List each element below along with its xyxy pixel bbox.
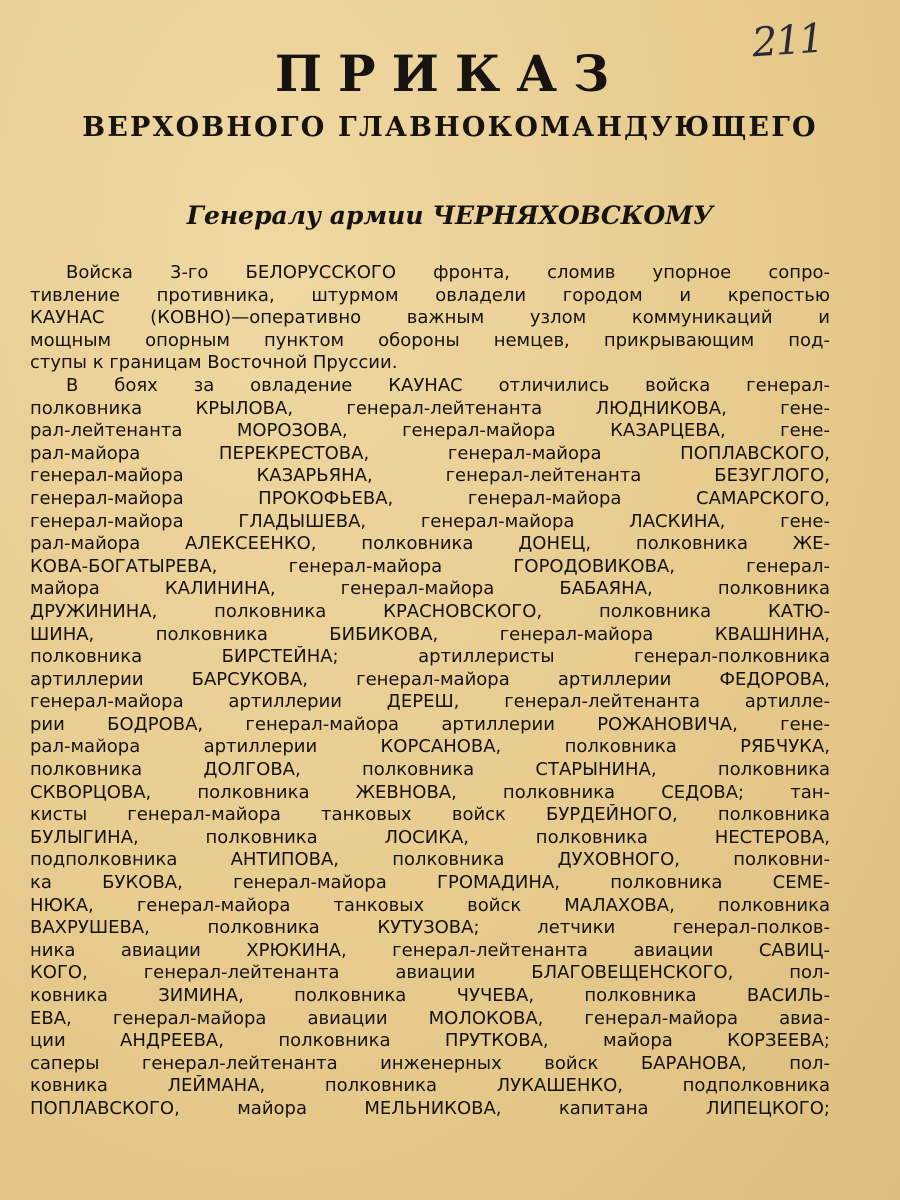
body-line: ковника ЛЕЙМАНА, полковника ЛУКАШЕНКО, подполковника [30,1075,830,1097]
body-line: мощным опорным пунктом обороны немцев, прикрывающим под- [30,329,830,351]
body-line: саперы генерал-лейтенанта инженерных войск БАРАНОВА, пол- [30,1052,830,1074]
body-line: полковника БИРСТЕЙНА; артиллеристы генерал-полковника [30,646,830,668]
body-line: ковника ЗИМИНА, полковника ЧУЧЕВА, полковника ВАСИЛЬ- [30,985,830,1006]
body-line: тивление противника, штурмом овладели городом и крепостью [30,284,830,306]
body-line: БУЛЫГИНА, полковника ЛОСИКА, полковника НЕСТЕРОВА, [30,826,830,848]
body-line: полковника ДОЛГОВА, полковника СТАРЫНИНА, полковника [30,759,830,781]
body-line: кисты генерал-майора танковых войск БУРДЕЙНОГО, полковника [30,804,830,826]
body-line: генерал-майора ПРОКОФЬЕВА, генерал-майора САМАРСКОГО, [30,487,830,509]
body-line: ПОПЛАВСКОГО, майора МЕЛЬНИКОВА, капитана ЛИПЕЦКОГО; [30,1097,830,1119]
body-line: СКВОРЦОВА, полковника ЖЕВНОВА, полковника СЕДОВА; тан- [30,781,830,803]
body-line: ДРУЖИНИНА, полковника КРАСНОВСКОГО, полковника КАТЮ- [30,600,830,622]
body-line: рал-майора артиллерии КОРСАНОВА, полковника РЯБЧУКА, [30,736,830,758]
body-line: артиллерии БАРСУКОВА, генерал-майора артиллерии ФЕДОРОВА, [30,668,830,690]
body-line: майора КАЛИНИНА, генерал-майора БАБАЯНА, полковника [30,578,830,600]
body-line: ступы к границам Восточной Пруссии. [30,352,398,374]
body-line: подполковника АНТИПОВА, полковника ДУХОВНОГО, полковни- [30,849,830,871]
body-line: ШИНА, полковника БИБИКОВА, генерал-майора КВАШНИНА, [30,623,830,645]
body-line: КАУНАС (КОВНО)—оперативно важным узлом коммуникаций и [30,307,830,329]
document-title: ПРИКАЗ [274,44,626,103]
body-line: Войска 3-го БЕЛОРУССКОГО фронта, сломив упорное сопро- [66,262,830,283]
body-line: ции АНДРЕЕВА, полковника ПРУТКОВА, майора КОРЗЕЕВА; [30,1030,830,1052]
body-line: генерал-майора артиллерии ДЕРЕШ, генерал-лейтенанта артилле- [30,691,830,713]
archive-page-number: 211 [750,15,824,67]
body-line: КОВА-БОГАТЫРЕВА, генерал-майора ГОРОДОВИКОВА, генерал- [30,555,830,577]
body-line: рал-майора АЛЕКСЕЕНКО, полковника ДОНЕЦ, полковника ЖЕ- [30,533,830,555]
body-line: полковника КРЫЛОВА, генерал-лейтенанта ЛЮДНИКОВА, гене- [30,397,830,419]
body-line: генерал-майора КАЗАРЬЯНА, генерал-лейтенанта БЕЗУГЛОГО, [30,465,830,487]
body-line: НЮКА, генерал-майора танковых войск МАЛАХОВА, полковника [30,894,830,916]
body-line: ЕВА, генерал-майора авиации МОЛОКОВА, генерал-майора авиа- [30,1007,830,1029]
body-line: ка БУКОВА, генерал-майора ГРОМАДИНА, полковника СЕМЕ- [30,872,830,894]
body-line: КОГО, генерал-лейтенанта авиации БЛАГОВЕЩЕНСКОГО, пол- [30,962,830,984]
body-line: генерал-майора ГЛАДЫШЕВА, генерал-майора ЛАСКИНА, гене- [30,510,830,532]
order-body [30,262,830,1121]
body-line: В боях за овладение КАУНАС отличились войска генерал- [66,374,830,396]
addressee-line: Генералу армии ЧЕРНЯХОВСКОМУ [186,201,714,230]
body-line: ника авиации ХРЮКИНА, генерал-лейтенанта авиации САВИЦ- [30,939,830,961]
document-subtitle: ВЕРХОВНОГО ГЛАВНОКОМАНДУЮЩЕГО [82,112,818,143]
body-line: рал-лейтенанта МОРОЗОВА, генерал-майора КАЗАРЦЕВА, гене- [30,420,830,442]
body-line: рии БОДРОВА, генерал-майора артиллерии РОЖАНОВИЧА, гене- [30,713,830,735]
body-line: ВАХРУШЕВА, полковника КУТУЗОВА; летчики генерал-полков- [30,917,830,939]
body-line: рал-майора ПЕРЕКРЕСТОВА, генерал-майора ПОПЛАВСКОГО, [30,442,830,464]
